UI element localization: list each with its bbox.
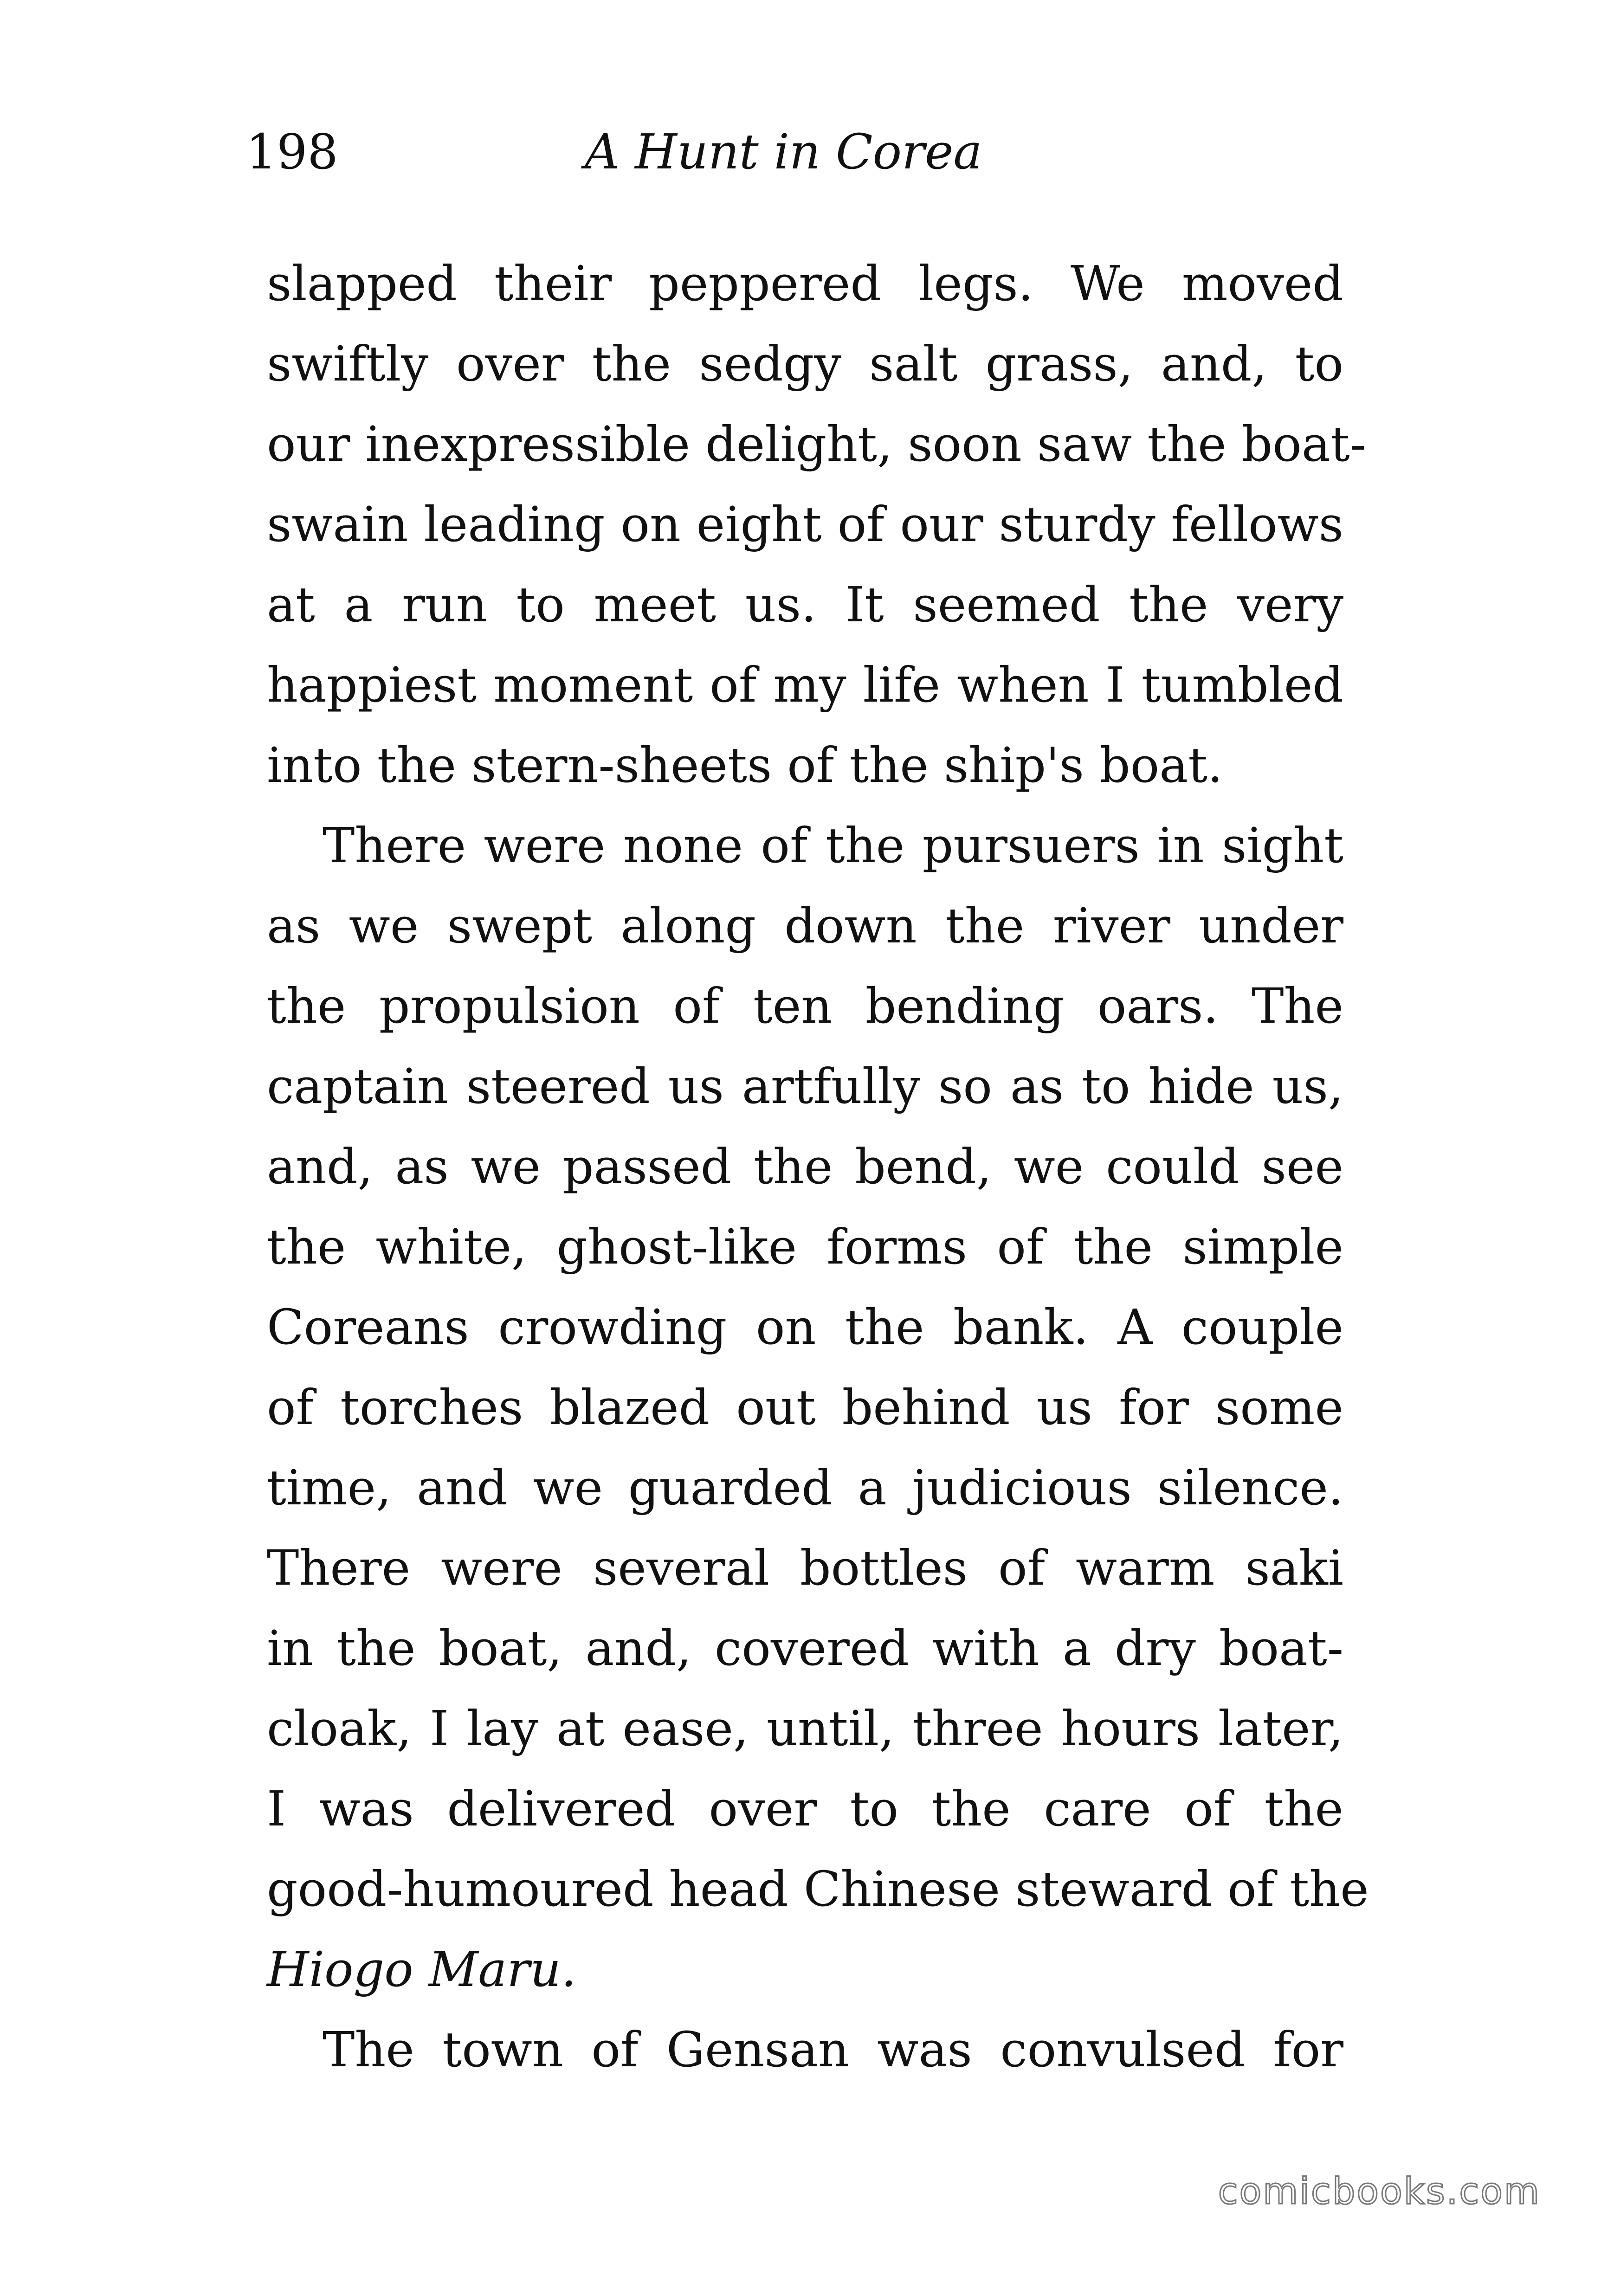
text-line: I was delivered over to the care of the: [267, 1780, 1343, 1837]
text-line: as we swept along down the river under: [267, 897, 1343, 954]
text-line: There were several bottles of warm saki: [267, 1540, 1343, 1596]
text-line: in the boat, and, covered with a dry boat-: [267, 1620, 1343, 1677]
text-line: slapped their peppered legs. We moved: [267, 255, 1343, 312]
text-line: and, as we passed the bend, we could see: [267, 1138, 1343, 1195]
text-line: time, and we guarded a judicious silence.: [267, 1459, 1343, 1516]
running-title: A Hunt in Corea: [585, 123, 982, 180]
body-text: [267, 244, 1369, 2090]
text-line: good-humoured head Chinese steward of the: [267, 1861, 1369, 1917]
text-line: captain steered us artfully so as to hide us,: [267, 1058, 1343, 1115]
ship-name-line: Hiogo Maru.: [267, 1941, 577, 1998]
text-line: our inexpressible delight, soon saw the boat-: [267, 416, 1366, 472]
text-line: at a run to meet us. It seemed the very: [267, 576, 1343, 633]
text-line: swiftly over the sedgy salt grass, and, to: [267, 335, 1343, 392]
text-line: into the stern-sheets of the ship's boat.: [267, 737, 1223, 793]
text-line: the white, ghost-like forms of the simple: [267, 1219, 1343, 1275]
paragraph-start-line: There were none of the pursuers in sight: [323, 817, 1343, 874]
watermark: comicbooks.com: [1218, 2171, 1541, 2212]
text-line: cloak, I lay at ease, until, three hours later,: [267, 1700, 1343, 1757]
paragraph-start-line: The town of Gensan was convulsed for: [323, 2021, 1343, 2078]
page-number: 198: [246, 123, 338, 180]
text-line: the propulsion of ten bending oars. The: [267, 978, 1343, 1034]
running-head: [246, 123, 1341, 202]
text-line: Coreans crowding on the bank. A couple: [267, 1299, 1343, 1355]
text-line: swain leading on eight of our sturdy fellows: [267, 496, 1343, 553]
text-line: of torches blazed out behind us for some: [267, 1379, 1343, 1436]
text-line: happiest moment of my life when I tumbled: [267, 657, 1343, 713]
